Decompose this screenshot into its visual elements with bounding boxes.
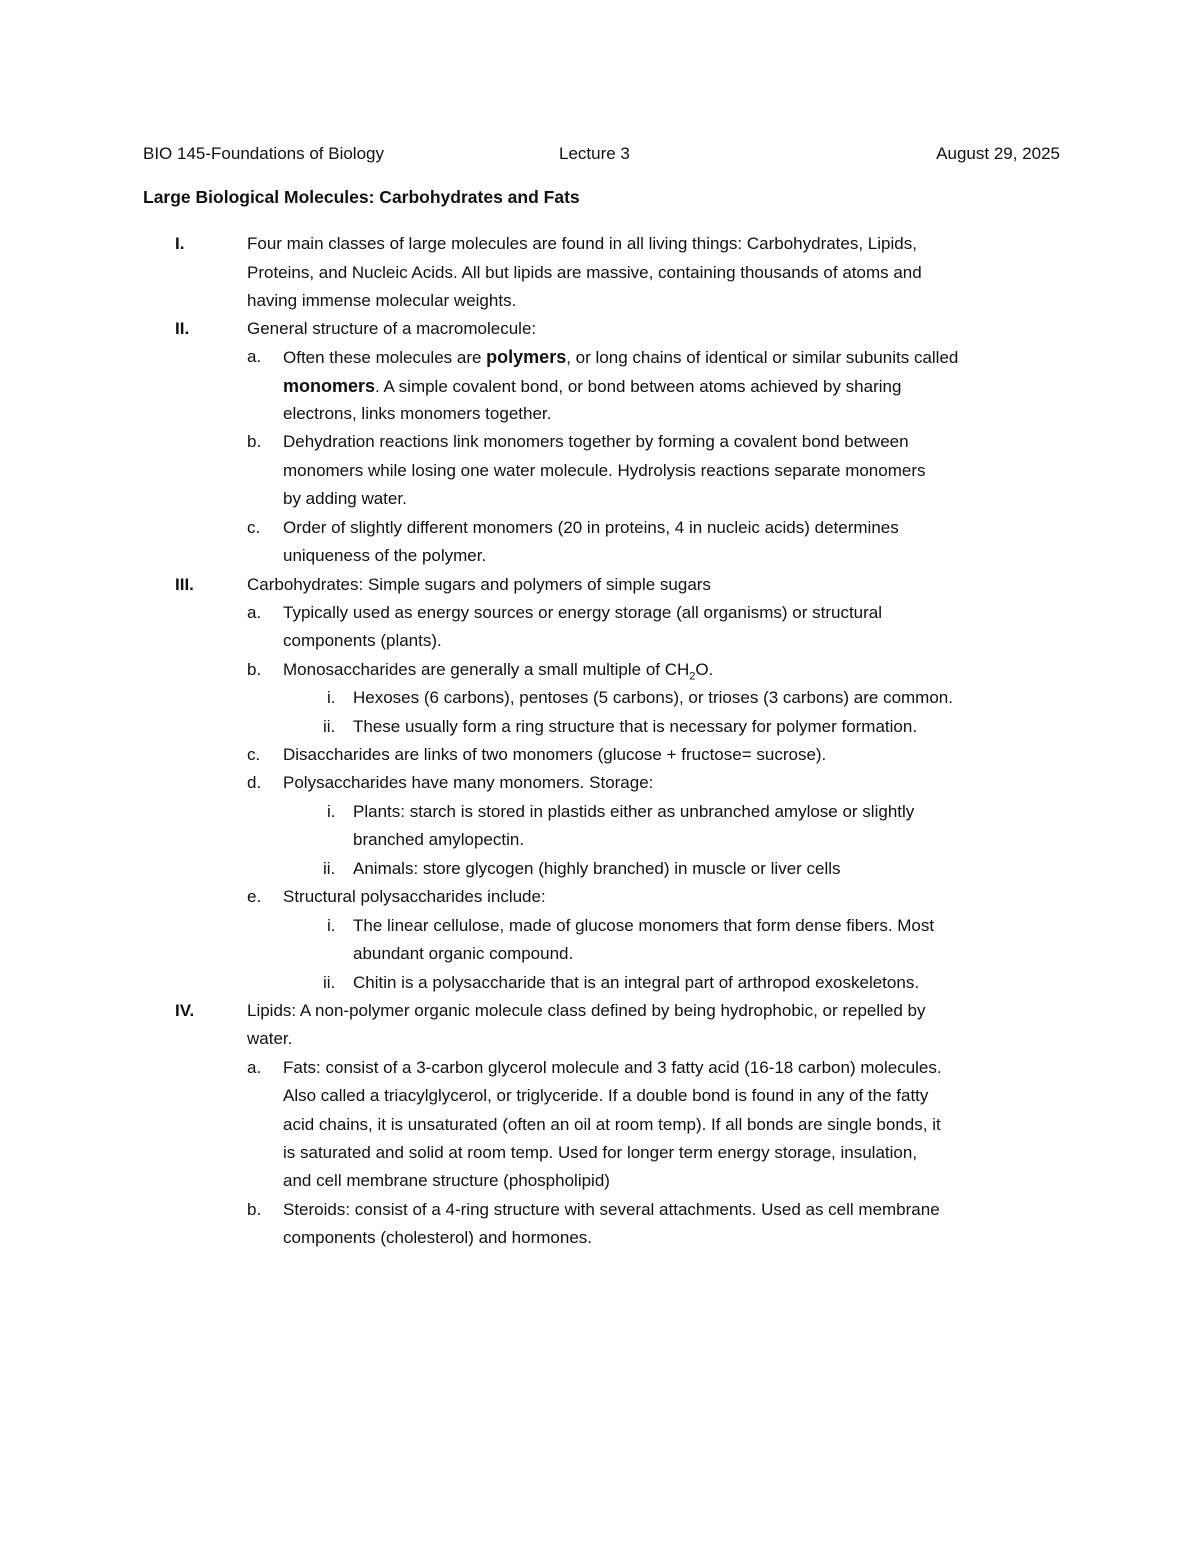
outline-line: electrons, links monomers together. (283, 404, 552, 423)
outline-line: acid chains, it is unsaturated (often an oil at room temp). If all bonds are single bonds, it (283, 1115, 941, 1134)
outline-line: components (cholesterol) and hormones. (283, 1228, 592, 1247)
subitem-marker: ii. (323, 859, 336, 878)
section-marker: I. (175, 234, 185, 253)
outline-line: monomers while losing one water molecule. Hydrolysis reactions separate monomers (283, 461, 926, 480)
item-marker: e. (247, 887, 262, 906)
subitem-marker: ii. (323, 973, 336, 992)
outline-line: uniqueness of the polymer. (283, 546, 487, 565)
section-marker: IV. (175, 1001, 195, 1020)
page-title: Large Biological Molecules: Carbohydrates and Fats (143, 187, 580, 207)
item-marker: a. (247, 603, 262, 622)
outline-line: These usually form a ring structure that is necessary for polymer formation. (353, 717, 918, 736)
text-run: Monosaccharides are generally a small multiple of CH (283, 660, 690, 679)
outline-line: Chitin is a polysaccharide that is an integral part of arthropod exoskeletons. (353, 973, 920, 992)
outline-line: Typically used as energy sources or energy storage (all organisms) or structural (283, 603, 883, 622)
outline-line: General structure of a macromolecule: (247, 319, 537, 338)
subitem-marker: i. (327, 688, 336, 707)
outline-line: Carbohydrates: Simple sugars and polymers of simple sugars (247, 575, 711, 594)
outline-line (283, 347, 958, 368)
lecture-header: Lecture 3 (559, 144, 630, 163)
outline-line: Also called a triacylglycerol, or triglyceride. If a double bond is found in any of the fatty (283, 1086, 929, 1105)
text-run: Often these molecules are (283, 348, 487, 367)
outline-line: and cell membrane structure (phospholipid) (283, 1171, 610, 1190)
outline-line: Four main classes of large molecules are found in all living things: Carbohydrates, Lipids, (247, 234, 917, 253)
item-marker: c. (247, 745, 261, 764)
outline-line: Fats: consist of a 3-carbon glycerol molecule and 3 fatty acid (16-18 carbon) molecules. (283, 1058, 942, 1077)
outline-line: Disaccharides are links of two monomers (glucose + fructose= sucrose). (283, 745, 827, 764)
outline-line: Plants: starch is stored in plastids either as unbranched amylose or slightly (353, 802, 915, 821)
course-header: BIO 145-Foundations of Biology (143, 144, 384, 163)
outline-line: branched amylopectin. (353, 830, 525, 849)
outline-line: Order of slightly different monomers (20 in proteins, 4 in nucleic acids) determines (283, 518, 899, 537)
outline-line: by adding water. (283, 489, 407, 508)
outline-line: Dehydration reactions link monomers together by forming a covalent bond between (283, 432, 909, 451)
subitem-marker: ii. (323, 717, 336, 736)
item-marker: b. (247, 660, 262, 679)
subitem-marker: i. (327, 802, 336, 821)
term-monomers: monomers (283, 376, 376, 396)
outline-line (283, 376, 901, 397)
subscript: 2 (689, 670, 696, 683)
outline-line: water. (247, 1029, 293, 1048)
outline-line: Hexoses (6 carbons), pentoses (5 carbons), or trioses (3 carbons) are common. (353, 688, 953, 707)
outline-line: Steroids: consist of a 4-ring structure with several attachments. Used as cell membrane (283, 1200, 940, 1219)
outline-line: components (plants). (283, 631, 442, 650)
section-marker: III. (175, 575, 194, 594)
outline-line: having immense molecular weights. (247, 291, 517, 310)
item-marker: c. (247, 518, 261, 537)
date-header: August 29, 2025 (936, 144, 1060, 163)
outline-line: Lipids: A non-polymer organic molecule class defined by being hydrophobic, or repelled by (247, 1001, 926, 1020)
outline-line: Animals: store glycogen (highly branched) in muscle or liver cells (353, 859, 841, 878)
outline-line: Polysaccharides have many monomers. Storage: (283, 773, 654, 792)
outline-line: abundant organic compound. (353, 944, 574, 963)
text-run: , or long chains of identical or similar subunits called (566, 348, 959, 367)
subitem-marker: i. (327, 916, 336, 935)
text-run: . A simple covalent bond, or bond between atoms achieved by sharing (375, 377, 902, 396)
outline-line: is saturated and solid at room temp. Used for longer term energy storage, insulation, (283, 1143, 918, 1162)
section-marker: II. (175, 319, 190, 338)
text-run: O. (695, 660, 714, 679)
outline-line: Proteins, and Nucleic Acids. All but lipids are massive, containing thousands of atoms and (247, 263, 922, 282)
item-marker: d. (247, 773, 262, 792)
outline-line (283, 660, 714, 683)
outline-line: The linear cellulose, made of glucose monomers that form dense fibers. Most (353, 916, 935, 935)
item-marker: b. (247, 1200, 262, 1219)
term-polymers: polymers (486, 347, 567, 367)
item-marker: a. (247, 347, 262, 366)
item-marker: b. (247, 432, 262, 451)
item-marker: a. (247, 1058, 262, 1077)
outline-line: Structural polysaccharides include: (283, 887, 546, 906)
